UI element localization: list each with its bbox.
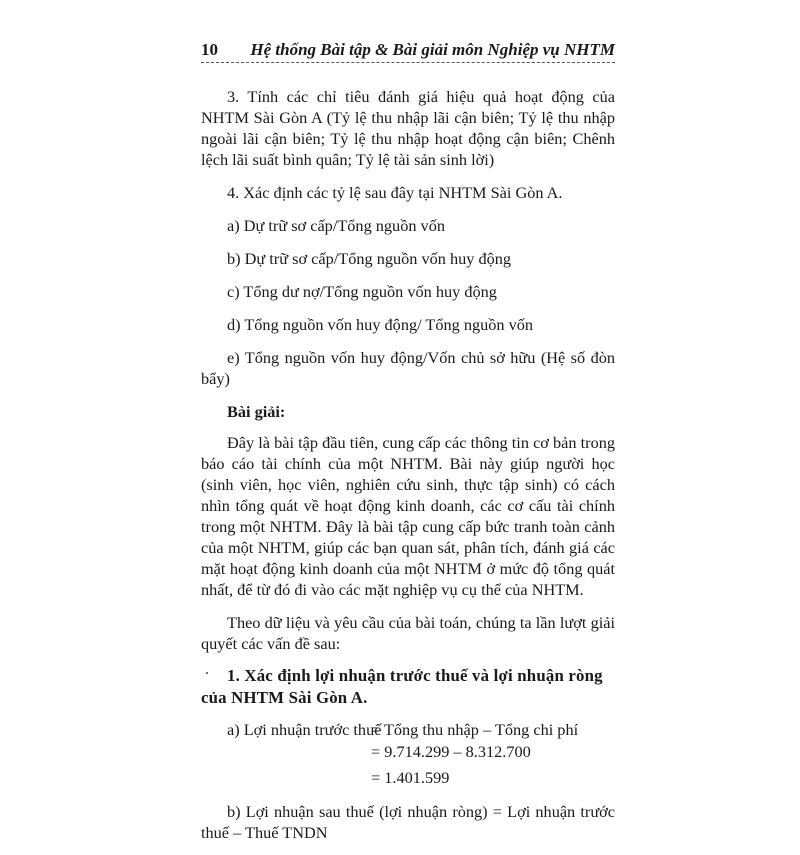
item-4a: a) Dự trữ sơ cấp/Tổng nguồn vốn xyxy=(227,216,445,235)
equation-b: b) Lợi nhuận sau thuế (lợi nhuận ròng) = Lợi nhuận trước thuế – Thuế TNDN xyxy=(201,802,615,842)
item-4b: b) Dự trữ sơ cấp/Tổng nguồn vốn huy động xyxy=(227,249,512,268)
equation-a-row-2 xyxy=(201,741,615,763)
equation-a-row-1 xyxy=(201,719,615,741)
equation-a-line-1: = Tổng thu nhập – Tổng chi phí xyxy=(371,720,579,739)
page-header xyxy=(201,38,615,63)
page-number: 10 xyxy=(201,40,218,59)
solution-intro: Đây là bài tập đầu tiên, cung cấp các thông tin cơ bản trong báo cáo tài chính của một NHTM. Bài này giúp người học (sinh viên, học viên, nghiên cứu sinh, thực tập sinh) có cách nhìn tổng quát về hoạt động kinh doanh, các cơ cấu tài chính trong một NHTM. Đây là bài tập cung cấp bức tranh toàn cảnh của một NHTM, giúp các bạn quan sát, phân tích, đánh giá các mặt hoạt động kinh doanh của một NHTM ở mức độ tổng quát nhất, để từ đó đi vào các mặt nghiệp vụ cụ thể của NHTM. xyxy=(201,433,615,599)
section-1-heading: 1. Xác định lợi nhuận trước thuế và lợi nhuận ròng của NHTM Sài Gòn A. xyxy=(201,666,603,707)
exercise-item-3: 3. Tính các chỉ tiêu đánh giá hiệu quả hoạt động của NHTM Sài Gòn A (Tỷ lệ thu nhập lãi cận biên; Tỷ lệ thu nhập ngoài lãi cận biên; Tỷ lệ thu nhập hoạt động cận biên; Chênh lệch lãi suất bình quân; Tỷ lệ tài sản sinh lời) xyxy=(201,87,615,169)
solution-heading: Bài giải: xyxy=(227,402,286,421)
print-speck xyxy=(206,672,208,674)
equation-a-label: a) Lợi nhuận trước thuế xyxy=(227,720,382,739)
page-body xyxy=(201,86,615,855)
item-4d: d) Tổng nguồn vốn huy động/ Tổng nguồn vốn xyxy=(227,315,534,334)
exercise-item-4: 4. Xác định các tỷ lệ sau đây tại NHTM Sài Gòn A. xyxy=(227,183,563,202)
equation-a-line-2: = 9.714.299 – 8.312.700 xyxy=(371,742,531,761)
running-title: Hệ thống Bài tập & Bài giải môn Nghiệp vụ NHTM xyxy=(250,40,615,59)
item-4e: e) Tổng nguồn vốn huy động/Vốn chủ sở hữu (Hệ số đòn bẩy) xyxy=(201,348,615,388)
equation-a-row-3 xyxy=(201,767,615,789)
equation-a-line-3: = 1.401.599 xyxy=(371,768,450,787)
solution-transition: Theo dữ liệu và yêu cầu của bài toán, chúng ta lần lượt giải quyết các vấn đề sau: xyxy=(201,613,615,653)
item-4c: c) Tổng dư nợ/Tổng nguồn vốn huy động xyxy=(227,282,497,301)
